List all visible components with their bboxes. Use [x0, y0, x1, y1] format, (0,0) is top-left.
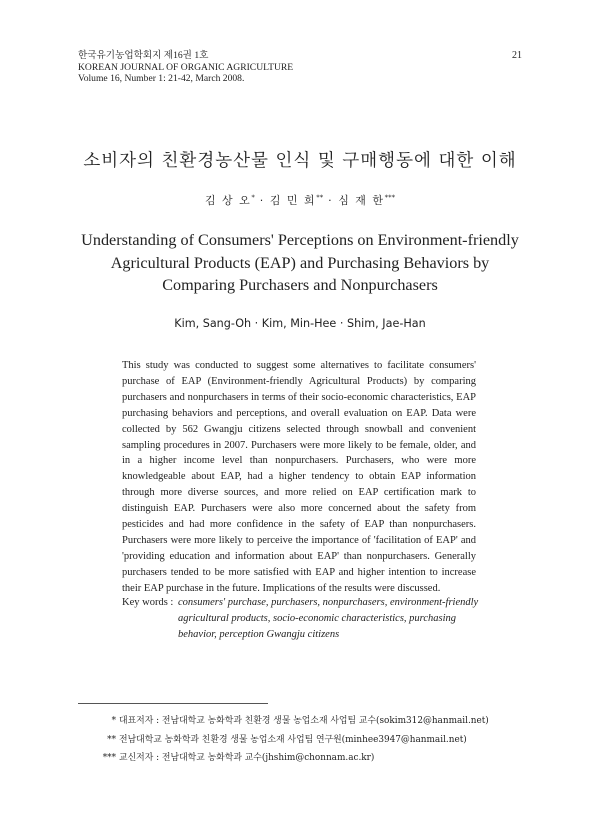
author-separator: · — [323, 194, 339, 207]
volume-info: Volume 16, Number 1: 21-42, March 2008. — [78, 73, 245, 84]
keywords-text: consumers' purchase, purchasers, nonpurchasers, environment-friendly agricultural products, socio-economic characteristics, purchasing behavior, perception Gwangju citizens — [178, 597, 479, 640]
keywords — [122, 595, 482, 643]
author-2-name: 김 민 희 — [269, 194, 317, 207]
footnote — [78, 749, 489, 768]
footnote-mark: ** — [107, 734, 116, 745]
english-title-line: Comparing Purchasers and Nonpurchasers — [162, 276, 438, 294]
journal-name-english: KOREAN JOURNAL OF ORGANIC AGRICULTURE — [78, 61, 294, 73]
journal-name-korean: 한국유기농업학회지 제16권 1호 — [78, 50, 209, 61]
footnote-text: 전남대학교 농화학과 친환경 생물 농업소재 사업팀 연구원(minhee3947@hanmail.net) — [119, 734, 467, 745]
footnote-divider — [78, 703, 268, 704]
english-title-line: Agricultural Products (EAP) and Purchasing Behaviors by — [110, 253, 490, 272]
author-2-mark: ** — [316, 193, 324, 202]
english-title-line: Understanding of Consumers' Perceptions on Environment-friendly — [81, 231, 519, 249]
english-authors: Kim, Sang-Oh · Kim, Min-Hee · Shim, Jae-Han — [174, 317, 426, 330]
footnote — [78, 731, 489, 750]
footnotes — [78, 712, 489, 768]
author-separator: · — [254, 194, 270, 207]
journal-header — [78, 50, 293, 85]
korean-authors — [0, 192, 600, 208]
footnote-text: 교신저자 : 전남대학교 농화학과 교수(jhshim@chonnam.ac.kr) — [119, 753, 375, 763]
korean-title: 소비자의 친환경농산물 인식 및 구매행동에 대한 이해 — [83, 151, 517, 171]
english-title — [40, 229, 560, 297]
footnote-text: 대표저자 : 전남대학교 농화학과 친환경 생물 농업소재 사업팀 교수(sokim312@hanmail.net) — [119, 716, 489, 726]
abstract: This study was conducted to suggest some alternatives to facilitate consumers' purchase of EAP (Environment-friendly Agricultural Products) by comparing purchasers and nonpurchasers in terms of their socio-economic characteristics, EAP purchasing behaviors and perceptions, and overall evaluation on EAP. Data were collected by 562 Gwangju citizens selected through snowball and convenient sampling procedures in 2007. Purchasers were more likely to be female, older, and in a higher income level than nonpurchasers. Purchasers, who were more knowledgeable about EAP, had a higher tendency to obtain EAP information through more diverse sources, and more relied on EAP certification mark to distinguish EAP. Purchasers were also more concerned about the safety from pesticides and had more confidence in the safety of EAP than nonpurchasers. Purchasers were more likely to perceive the importance of 'facilitation of EAP' and 'providing education and information about EAP' than nonpurchasers. Generally purchasers tended to be more satisfied with EAP and higher intention to increase their EAP purchase in the future. Implications of the results were discussed. — [122, 360, 476, 594]
author-3-mark: *** — [384, 193, 396, 202]
author-3-name: 심 재 한 — [338, 194, 385, 207]
author-1-name: 김 상 오 — [204, 194, 252, 207]
keywords-label: Key words : — [122, 597, 174, 608]
author-1-mark: * — [251, 193, 255, 202]
footnote — [78, 712, 489, 731]
footnote-mark: * — [111, 716, 116, 726]
footnote-mark: *** — [102, 753, 116, 763]
page-number: 21 — [512, 50, 522, 61]
